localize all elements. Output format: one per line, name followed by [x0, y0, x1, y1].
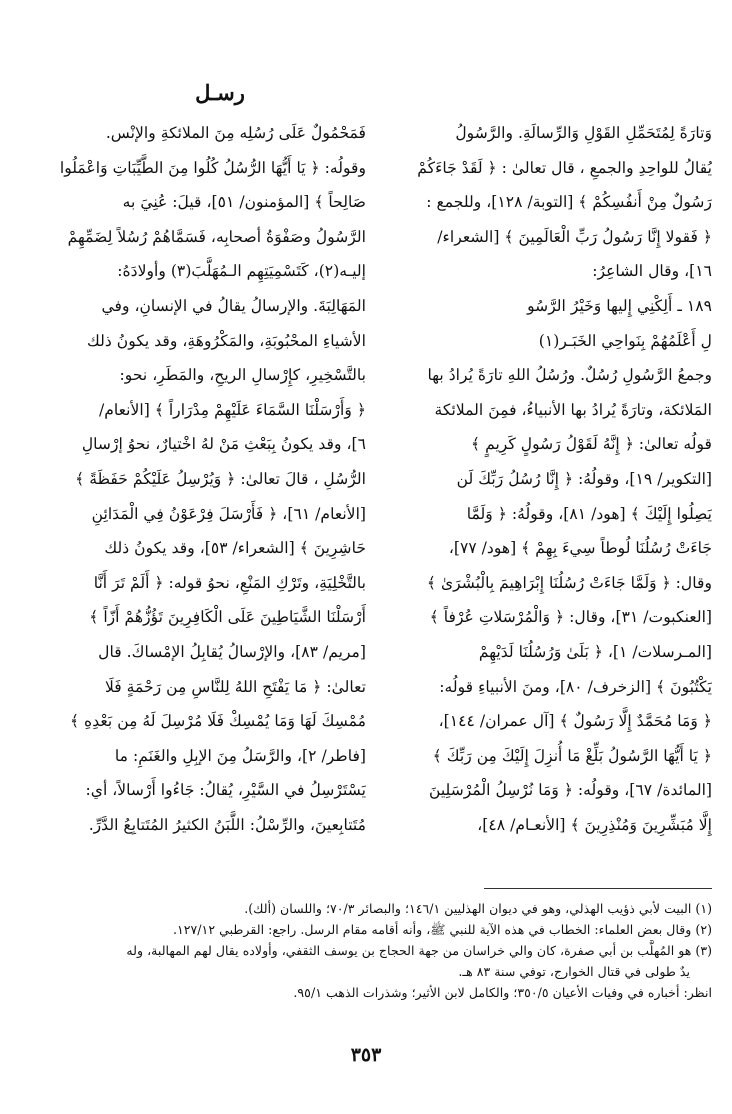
- text-line: أَرْسَلْنَا الشَّيَاطِينَ عَلَى الْكَافِرِينَ تَؤُزُّهُمْ أَزّاً ﴾: [89, 608, 366, 627]
- text-line: حَاشِرِينَ ﴾ [الشعراء/ ٥٣]، وقد يكونُ ذلك: [104, 539, 366, 558]
- right-column: [370, 116, 712, 842]
- text-line: رَسُولٌ مِنْ أَنفُسِكُمْ ﴾ [التوبة/ ١٢٨]، وللجمع :: [426, 193, 712, 212]
- text-line: [فاطر/ ٢]، والرَّسَلُ مِنَ الإبِلِ والغَنَمِ: ما: [114, 746, 366, 765]
- text-line: مُمْسِكَ لَهَا وَمَا يُمْسِكْ فَلَا مُرْسِلَ لَهُ مِن بَعْدِهِ ﴾: [69, 712, 366, 731]
- text-line: جَاءَتْ رُسُلُنَا لُوطاً سِيءَ بِهِمْ ﴾ [هود/ ٧٧]،: [448, 539, 712, 558]
- footnote-separator: [484, 888, 712, 889]
- footnote: (٢) وقال بعض العلماء: الخطاب في هذه الآية للنبي ﷺ، وأنه أقامه مقام الرسل. راجع: القرطبي ١٢٧/١٢.: [173, 922, 712, 937]
- footnote: (١) البيت لأبي ذؤيب الهذلي، وهو في ديوان الهذليين ١٤٦/١؛ والبصائر ٧٠/٣؛ واللسان (ألك).: [244, 901, 712, 916]
- text-line: يُقالُ للواحِدِ والجمعِ ، قال تعالىٰ : ﴿ لَقَدْ جَاءَكُمْ: [417, 158, 712, 177]
- text-line: ٦]، وقد يكونُ بِبَعْثِ مَنْ لهُ اخْتيارٌ، نحوُ إرْسالِ: [81, 435, 366, 454]
- text-line: وَتارَةً لِمُتَحَمِّلِ القَوْلِ وَالرِّسالَةِ. والرَّسُولُ: [455, 124, 712, 142]
- text-line: [العنكبوت/ ٣١]، وقال: ﴿ وَالْمُرْسَلاتِ عُرْفاً ﴾: [429, 608, 712, 627]
- text-line: ١٦]، وقال الشاعِرُ:: [592, 262, 712, 281]
- text-line: ﴿ وَمَا مُحَمَّدٌ إِلَّا رَسُولٌ ﴾ [آل عمران/ ١٤٤]،: [438, 712, 712, 731]
- text-line: [الأنعام/ ٦١]، ﴿ فَأَرْسَلَ فِرْعَوْنُ فِي الْمَدَائِنِ: [91, 504, 366, 523]
- text-line: فَمَحْمُولٌ عَلَى رُسُلِه مِنَ الملائكةِ والإنْس.: [105, 124, 366, 142]
- text-line: ﴿ وَأَرْسَلْنَا السَّمَاءَ عَلَيْهِمْ مِدْرَاراً ﴾ [الأنعام/: [98, 400, 366, 419]
- footnotes: [40, 898, 712, 1003]
- text-line: الرُّسُلِ ، قالَ تعالىٰ: ﴿ وَيُرْسِلُ عَلَيْكُمْ حَفَظَةً ﴾: [75, 469, 366, 488]
- text-line: المَهَالِبَةَ. والإرسالُ يقالُ في الإنسانِ، وفي: [101, 296, 366, 315]
- text-line: ﴿ يَا أَيُّهَا الرَّسُولُ بَلِّغْ مَا أُنزِلَ إِلَيْكَ مِن رَبِّكَ ﴾: [432, 746, 712, 765]
- page-number: ٣٥٣: [350, 1044, 382, 1066]
- text-line: بالتَّسْخِيرِ، كإِرْسالِ الريحِ، والمَطَرِ، نحو:: [119, 366, 366, 385]
- footnote-reference: انظر: أخباره في وفيات الأعيان ٣٥٠/٥؛ والكامل لابن الأثير؛ وشذرات الذهب ٩٥/١.: [293, 985, 712, 1000]
- text-line: مُتَتابِعينَ، والرِّسْلُ: اللَّبَنُ الكثيرُ المُتَتابِعُ الدَّرِّ.: [88, 815, 366, 834]
- footnote-continuation: يدٌ طولى في قتال الخوارج، توفي سنة ٨٣ هـ.: [458, 964, 690, 979]
- text-line: بالتَّخْلِيَةِ، وتَرْكِ المَنْعِ، نحوُ قوله: ﴿ أَلَمْ تَرَ أَنَّا: [93, 573, 366, 592]
- text-line: وجمعُ الرَّسُولِ رُسُلٌ. ورُسُلُ اللهِ تارَةً يُرادُ بها: [427, 366, 712, 385]
- text-line: [مريم/ ٨٣]، والإرْسالُ يُقابِلُ الإمْساكَ. قال: [98, 642, 366, 661]
- text-line: قولُه تعالىٰ: ﴿ إِنَّهُ لَقَوْلُ رَسُولٍ كَرِيمٍ ﴾: [471, 435, 712, 454]
- footnote: (٣) هو المُهلَّب بن أبي صفرة، كان والي خراسان من جهة الحجاج بن يوسف الثقفي، وأولاده يقال لهم المهالبة، وله: [126, 943, 712, 958]
- poem-line: ١٨٩ ـ أَلِكْنِي إِليها وَخَيْرُ الرَّسُو: [527, 296, 712, 315]
- text-line: إليـه(٢)، كَتَسْمِيَتِهِم الـمُهَلَّبَ(٣) وأولادَهُ:: [117, 262, 366, 281]
- text-line: الرَّسُولُ وصَفْوَةُ أصحابِه، فَسَمَّاهُمْ رُسُلاً لِضَمِّهِمْ: [67, 227, 366, 246]
- left-column: [40, 116, 366, 842]
- text-line: إِلَّا مُبَشِّرِينَ وَمُنْذِرِينَ ﴾ [الأنعـام/ ٤٨]،: [477, 815, 712, 834]
- text-line: ﴿ فَقولا إِنَّا رَسُولُ رَبِّ الْعَالَمِينَ ﴾ [الشعراء/: [437, 227, 712, 246]
- text-line: الأشياءِ المحْبُوبَةِ، والمَكْرُوهَةِ، وقد يكونُ ذلك: [87, 331, 366, 350]
- page-header: رسـل: [195, 80, 245, 105]
- text-line: يَصِلُوا إِلَيْكَ ﴾ [هود/ ٨١]، وقولُهُ: ﴿ وَلَمَّا: [466, 504, 712, 523]
- text-line: صَالِحاً ﴾ [المؤمنون/ ٥١]، قيلَ: عُنِيَ به: [122, 193, 366, 212]
- text-line: وقولُه: ﴿ يَا أَيُّهَا الرُّسُلُ كُلُوا مِنَ الطَّيِّبَاتِ وَاعْمَلُوا: [59, 158, 366, 177]
- text-line: وقال: ﴿ وَلَمَّا جَاءَتْ رُسُلُنَا إِبْرَاهِيمَ بِالْبُشْرَىٰ ﴾: [426, 573, 712, 592]
- text-line: [المـرسلات/ ١]، ﴿ بَلَىٰ وَرُسُلُنَا لَدَيْهِمْ: [478, 642, 712, 661]
- text-line: يَكْتُبُونَ ﴾ [الزخرف/ ٨٠]، ومنَ الأنبياءِ قولُه:: [439, 677, 712, 696]
- text-line: المَلائكة، وتارَةً يُرادُ بها الأنبياءُ، فمِنَ الملائكة: [434, 400, 712, 419]
- text-line: [التكوير/ ١٩]، وقولُهُ: ﴿ إِنَّا رُسُلُ رَبِّكَ لَن: [456, 469, 712, 488]
- poem-line: لِ أَعْلَمُهُمْ بِنَواحِي الخَبَـر(١): [538, 331, 712, 350]
- text-line: [المائدة/ ٦٧]، وقولُه: ﴿ وَمَا نُرْسِلُ الْمُرْسَلِينَ: [428, 781, 712, 800]
- text-line: يَسْتَرْسِلُ في السَّيْرِ، يُقالُ: جَاءُوا أَرْسالاً، أي:: [85, 781, 366, 800]
- text-line: تعالىٰ: ﴿ مَا يَفْتَحِ اللهُ لِلنَّاسِ مِن رَحْمَةٍ فَلَا: [104, 677, 366, 696]
